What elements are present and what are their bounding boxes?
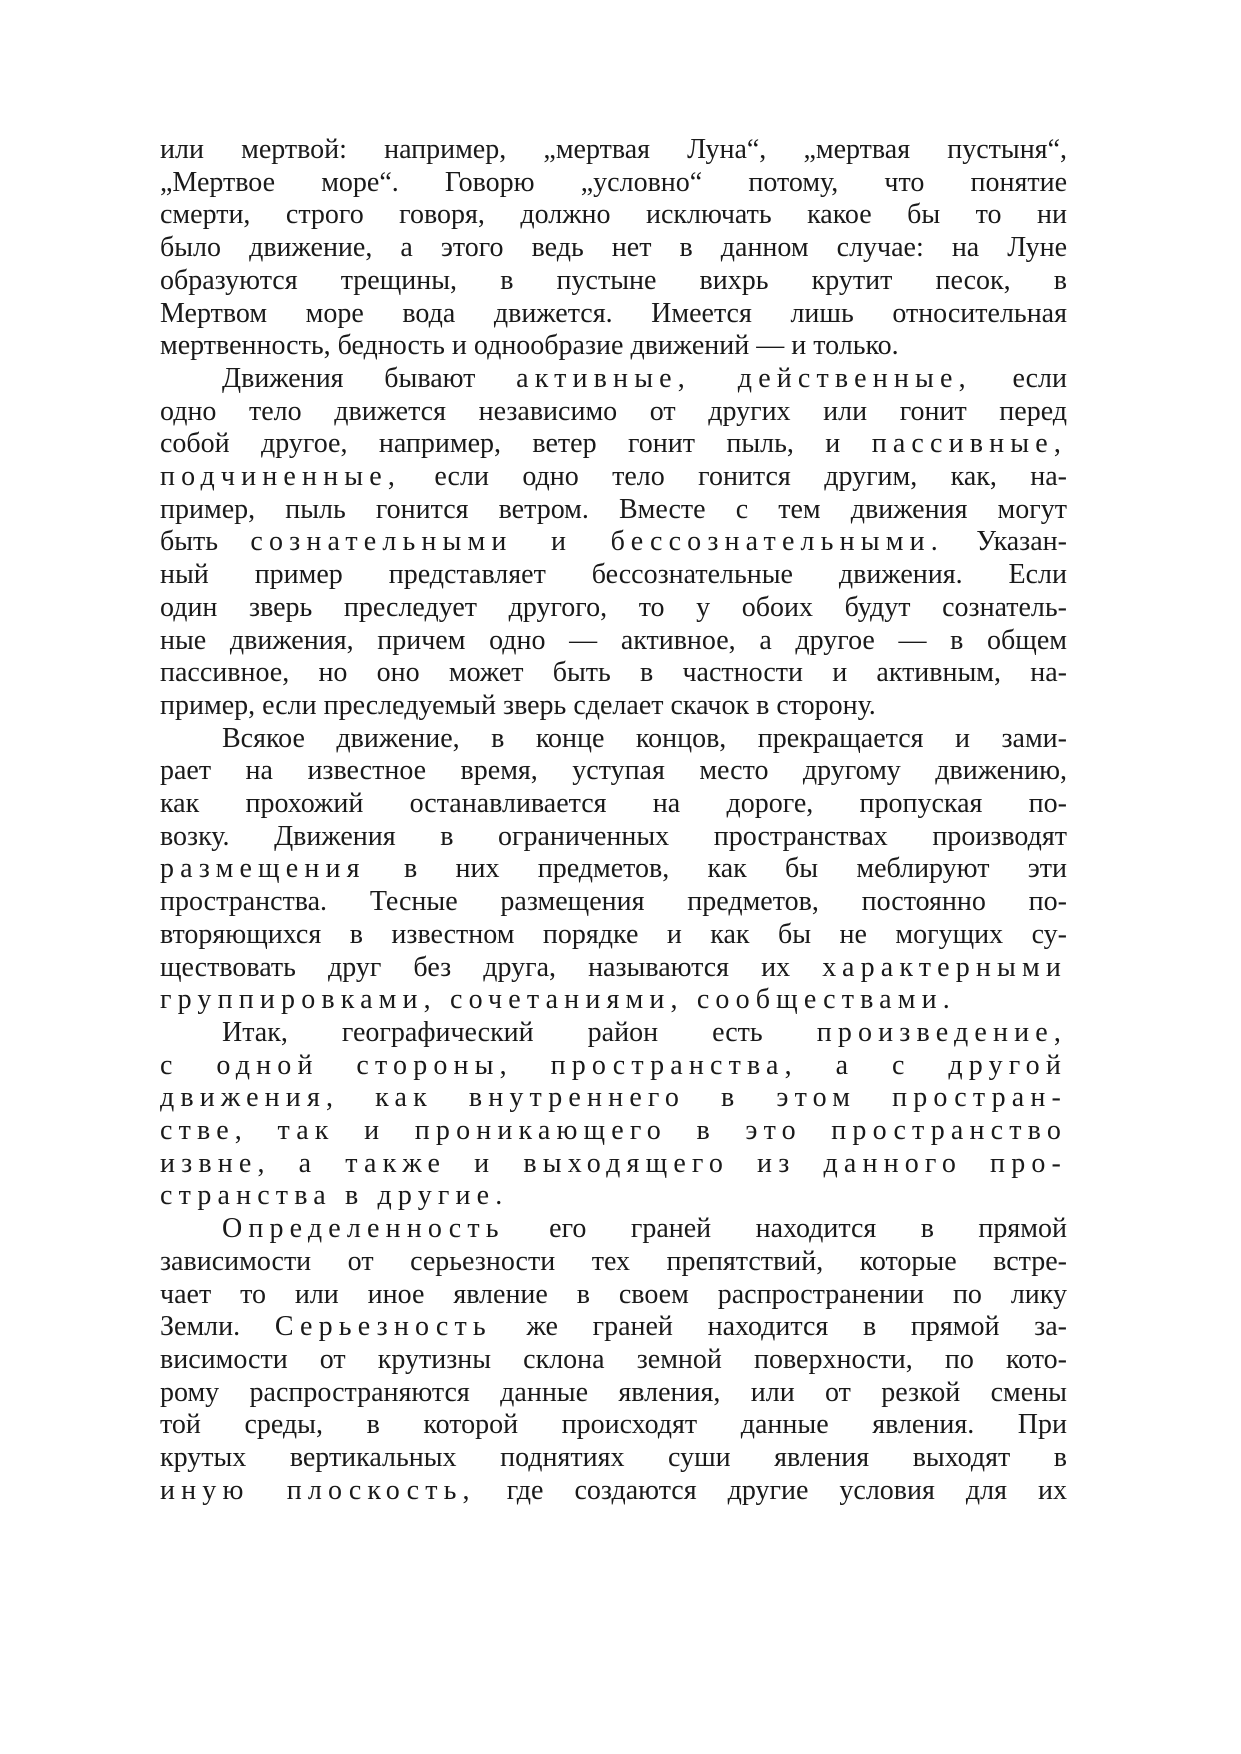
- text-segment: Мертвом море вода движется. Имеется лишь относительная: [160, 297, 1067, 329]
- text-line: [160, 492, 1067, 528]
- text-line: [160, 328, 1067, 364]
- text-segment: Указан-: [943, 526, 1067, 558]
- text-segment: „Мертвое море“. Говорю „условно“ потому, что понятие: [160, 166, 1067, 198]
- text-segment: было движение, а этого ведь нет в данном случае: на Луне: [160, 232, 1067, 264]
- text-segment: в них предметов, как бы меблируют эти: [365, 853, 1067, 885]
- text-segment: пассивное, но оно может быть в частности и активным, на-: [160, 657, 1067, 689]
- text-segment: Итак, географический район есть: [222, 1016, 817, 1048]
- text-line: [160, 1473, 1067, 1509]
- text-line: [160, 1048, 1067, 1084]
- text-line: [222, 361, 1067, 397]
- text-segment: ществовать друг без друга, называются их: [160, 951, 823, 983]
- text-line: [160, 230, 1067, 266]
- text-segment: зависимости от серьезности тех препятствий, которые встре-: [160, 1245, 1067, 1277]
- text-line: [160, 1342, 1067, 1378]
- text-line: [160, 1113, 1067, 1149]
- text-line: [222, 1211, 1067, 1247]
- spaced-emphasis-text: странства в другие.: [160, 1180, 509, 1212]
- spaced-emphasis-text: характерными: [822, 951, 1067, 983]
- text-line: [160, 819, 1067, 855]
- text-line: [160, 1146, 1067, 1182]
- text-line: [160, 917, 1067, 953]
- spaced-emphasis-text: стве, так и проникающего в это пространство: [160, 1115, 1067, 1146]
- spaced-emphasis-text: Серьезность: [274, 1311, 492, 1343]
- text-line: [160, 524, 1067, 560]
- text-segment: если одно тело гонится другим, как, на-: [401, 461, 1067, 492]
- text-segment: быть: [160, 526, 251, 558]
- text-segment: Всякое движение, в конце концов, прекращается и зами-: [222, 722, 1067, 754]
- text-line: [160, 296, 1067, 332]
- text-line: [160, 1375, 1067, 1411]
- text-line: [160, 655, 1067, 691]
- text-segment: один зверь преследует другого, то у обоих будут сознатель-: [160, 591, 1067, 623]
- text-line: [160, 786, 1067, 822]
- text-segment: той среды, в которой происходят данные явления. При: [160, 1409, 1067, 1441]
- text-segment: пример, если преследуемый зверь сделает скачок в сторону.: [160, 689, 876, 721]
- text-line: [160, 753, 1067, 789]
- text-line: [160, 1277, 1067, 1313]
- text-line: [160, 426, 1067, 462]
- text-line: [160, 459, 1067, 495]
- text-line: [160, 1309, 1067, 1345]
- spaced-emphasis-text: размещения: [160, 853, 366, 885]
- text-segment: чает то или иное явление в своем распространении по лику: [160, 1278, 1067, 1310]
- spaced-emphasis-text: подчиненные,: [160, 461, 402, 492]
- text-line: [160, 688, 1067, 724]
- spaced-emphasis-text: извне, а также и выходящего из данного про-: [160, 1147, 1067, 1179]
- text-segment: Движения бывают: [222, 362, 517, 394]
- text-line: [160, 394, 1067, 430]
- spaced-emphasis-text: с одной стороны, пространства, а с другой: [160, 1049, 1067, 1081]
- text-line: [160, 263, 1067, 299]
- text-segment: крутых вертикальных поднятиях суши явления выходят в: [160, 1442, 1067, 1473]
- text-segment: рает на известное время, уступая место другому движению,: [160, 755, 1067, 787]
- text-line: [160, 1080, 1067, 1116]
- text-segment: рому распространяются данные явления, или от резкой смены: [160, 1376, 1067, 1408]
- text-segment: если: [971, 362, 1067, 394]
- text-line: [160, 851, 1067, 887]
- text-line: [160, 132, 1067, 168]
- text-segment: пространства. Тесные размещения предметов, постоянно по-: [160, 886, 1067, 918]
- text-segment: или мертвой: например, „мертвая Луна“, „мертвая пустыня“,: [160, 134, 1067, 165]
- text-segment: его граней находится в прямой: [504, 1213, 1067, 1245]
- text-segment: возку. Движения в ограниченных пространствах производят: [160, 820, 1067, 852]
- text-segment: ные движения, причем одно — активное, а другое — в общем: [160, 624, 1067, 656]
- text-line: [160, 623, 1067, 659]
- text-segment: где создаются другие условия для их: [475, 1474, 1067, 1506]
- spaced-emphasis-text: группировками, сочетаниями, сообществами.: [160, 984, 956, 1016]
- text-line: [160, 982, 1067, 1018]
- text-segment: собой другое, например, ветер гонит пыль, и: [160, 428, 872, 460]
- spaced-emphasis-text: иную плоскость,: [160, 1474, 476, 1506]
- spaced-emphasis-text: пассивные,: [871, 428, 1067, 460]
- text-segment: пример, пыль гонится ветром. Вместе с тем движения могут: [160, 493, 1067, 525]
- text-line: [160, 884, 1067, 920]
- text-segment: ный пример представляет бессознательные движения. Если: [160, 559, 1067, 591]
- text-segment: висимости от крутизны склона земной поверхности, по кото-: [160, 1343, 1067, 1375]
- text-segment: смерти, строго говоря, должно исключать какое бы то ни: [160, 199, 1067, 231]
- text-line: [160, 1178, 1067, 1214]
- text-segment: одно тело движется независимо от других или гонит перед: [160, 395, 1067, 427]
- spaced-emphasis-text: активные, действенные,: [516, 362, 972, 394]
- text-line: [160, 950, 1067, 986]
- text-segment: же граней находится в прямой за-: [491, 1311, 1067, 1343]
- text-line: [222, 1015, 1067, 1051]
- spaced-emphasis-text: движения, как внутреннего в этом простран-: [160, 1082, 1067, 1114]
- text-line: [160, 165, 1067, 201]
- text-line: [160, 590, 1067, 626]
- book-page: [160, 132, 1067, 1632]
- text-line: [160, 197, 1067, 233]
- text-line: [160, 1244, 1067, 1280]
- text-segment: образуются трещины, в пустыне вихрь крутит песок, в: [160, 264, 1067, 296]
- text-line: [160, 1407, 1067, 1443]
- spaced-emphasis-text: сознательными и бессознательными.: [250, 526, 944, 558]
- text-segment: как прохожий останавливается на дороге, пропуская по-: [160, 788, 1067, 819]
- text-segment: вторяющихся в известном порядке и как бы не могущих су-: [160, 918, 1067, 950]
- text-segment: мертвенность, бедность и однообразие движений — и только.: [160, 330, 899, 362]
- spaced-emphasis-text: Определенность: [222, 1213, 505, 1245]
- text-segment: Земли.: [160, 1311, 275, 1343]
- text-line: [160, 557, 1067, 593]
- text-line: [222, 721, 1067, 757]
- text-line: [160, 1440, 1067, 1476]
- spaced-emphasis-text: произведение,: [816, 1016, 1067, 1048]
